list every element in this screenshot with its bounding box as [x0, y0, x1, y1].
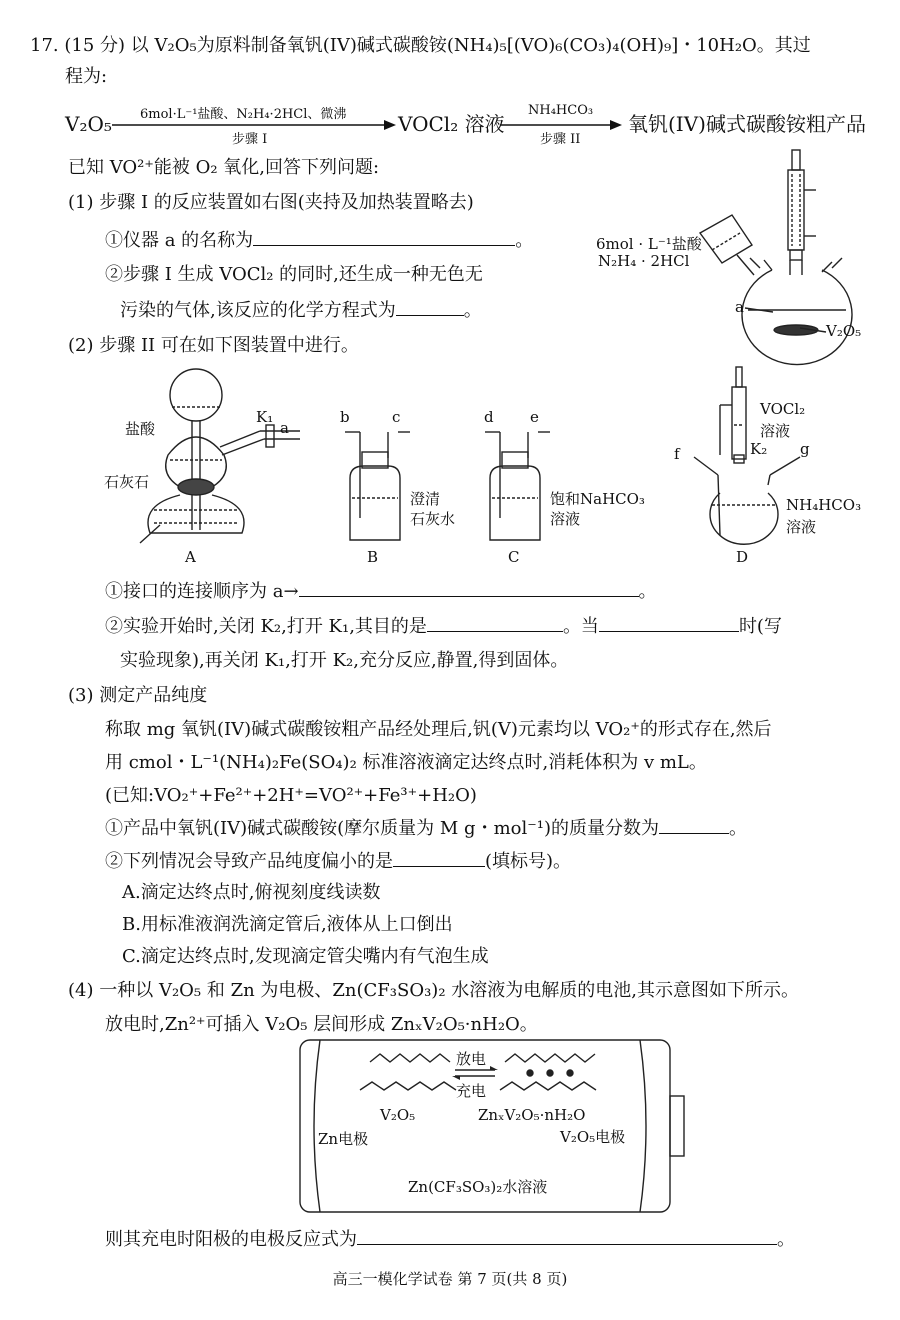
part3-title: (3) 测定产品纯度	[68, 685, 208, 706]
part1-q1: ①仪器 a 的名称为 。	[105, 227, 533, 254]
answer-blank-6[interactable]	[659, 815, 729, 834]
question-number: 17.	[30, 35, 59, 56]
battery-label-v2o5-electrode: V₂O₅电极	[560, 1128, 626, 1146]
part3-paragraph2: 用 cmol・L⁻¹(NH₄)₂Fe(SO₄)₂ 标准溶液滴定达终点时,消耗体积为 v mL。	[105, 752, 707, 773]
part2-q2-line2: 实验现象),再关闭 K₁,打开 K₂,充分反应,静置,得到固体。	[120, 650, 569, 671]
fig2-label-e: e	[530, 408, 539, 426]
fig2-label-c: c	[392, 408, 401, 426]
answer-blank-3[interactable]	[299, 578, 639, 597]
scheme-step2-reagent: NH₄HCO₃	[528, 103, 594, 118]
part2-title: (2) 步骤 II 可在如下图装置中进行。	[68, 335, 359, 356]
fig2-label-d: d	[484, 408, 494, 426]
fig2-label-hcl: 盐酸	[125, 420, 156, 438]
fig2-label-a: a	[280, 419, 289, 437]
scheme-start: V₂O₅	[65, 112, 112, 136]
fig2-label-limestone: 石灰石	[104, 473, 150, 491]
battery-label-charge: 充电	[456, 1082, 487, 1100]
fig2-label-k2: K₂	[750, 440, 768, 458]
fig1-reagent-n2h4: N₂H₄ · 2HCl	[598, 252, 690, 270]
fig2-label-limewater2: 石灰水	[410, 510, 456, 528]
answer-blank-2[interactable]	[396, 297, 464, 316]
fig2-label-nh4hco3-1: NH₄HCO₃	[786, 496, 862, 514]
battery-label-znv2o5: ZnₓV₂O₅·nH₂O	[478, 1106, 586, 1124]
part4-paragraph: 放电时,Zn²⁺可插入 V₂O₅ 层间形成 ZnₓV₂O₅·nH₂O。	[105, 1014, 538, 1035]
option-a[interactable]: A.滴定达终点时,俯视刻度线读数	[122, 882, 381, 903]
scheme-step1-label: 步骤 I	[232, 132, 268, 147]
battery-label-discharge: 放电	[456, 1050, 487, 1068]
fig2-label-vocl2-2: 溶液	[760, 422, 791, 440]
scheme-arrow-2	[500, 120, 625, 130]
answer-blank-1[interactable]	[253, 227, 515, 246]
part2-q1: ①接口的连接顺序为 a→ 。	[105, 578, 657, 605]
page-footer: 高三一模化学试卷 第 7 页(共 8 页)	[332, 1270, 568, 1288]
scheme-end: 氧钒(IV)碱式碳酸铵粗产品	[628, 112, 866, 136]
scheme-middle: VOCl₂ 溶液	[398, 112, 505, 136]
part3-known: (已知:VO₂⁺+Fe²⁺+2H⁺=VO²⁺+Fe³⁺+H₂O)	[105, 785, 477, 806]
option-c[interactable]: C.滴定达终点时,发现滴定管尖嘴内有气泡生成	[122, 946, 489, 967]
fig1-reagent-hcl: 6mol · L⁻¹盐酸	[596, 235, 702, 253]
question-intro-line2: 程为:	[65, 66, 108, 87]
part3-q1: ①产品中氧钒(IV)碱式碳酸铵(摩尔质量为 M g・mol⁻¹)的质量分数为 。	[105, 815, 747, 842]
fig2-label-nahco3-1: 饱和NaHCO₃	[550, 490, 645, 508]
fig1-label-a: a	[735, 298, 744, 316]
fig2-caption-b: B	[367, 548, 379, 566]
fig2-label-g: g	[800, 440, 810, 458]
fig2-label-f: f	[674, 445, 680, 463]
battery-label-electrolyte: Zn(CF₃SO₃)₂水溶液	[408, 1178, 548, 1196]
fig2-label-nahco3-2: 溶液	[550, 510, 581, 528]
battery-label-v2o5: V₂O₅	[380, 1106, 416, 1124]
option-b[interactable]: B.用标准液润洗滴定管后,液体从上口倒出	[122, 914, 453, 935]
fig2-caption-d: D	[736, 548, 749, 566]
part2-q2-line1: ②实验开始时,关闭 K₂,打开 K₁,其目的是 。当 时(写	[105, 613, 782, 640]
part3-paragraph1: 称取 mg 氧钒(IV)碱式碳酸铵粗产品经处理后,钒(V)元素均以 VO₂⁺的形式存在,然后	[105, 719, 772, 740]
scheme-step1-reagents: 6mol·L⁻¹盐酸、N₂H₄·2HCl、微沸	[140, 107, 347, 122]
fig2-label-limewater1: 澄清	[410, 490, 441, 508]
scheme-step2-label: 步骤 II	[540, 132, 581, 147]
answer-blank-5[interactable]	[599, 613, 739, 632]
question-score: (15 分)	[64, 35, 126, 56]
part1-q2-line2: 污染的气体,该反应的化学方程式为 。	[120, 297, 482, 324]
fig1-label-v2o5: V₂O₅	[826, 322, 862, 340]
fig2-label-nh4hco3-2: 溶液	[786, 518, 817, 536]
scheme-arrow-1	[112, 120, 397, 130]
fig2-caption-a: A	[185, 548, 196, 566]
fig2-caption-c: C	[508, 548, 520, 566]
part3-q2: ②下列情况会导致产品纯度偏小的是 (填标号)。	[105, 848, 571, 875]
question-intro-line1	[30, 33, 811, 59]
answer-blank-4[interactable]	[427, 613, 563, 632]
fig2-label-b: b	[340, 408, 350, 426]
part1-q2-line1: ②步骤 I 生成 VOCl₂ 的同时,还生成一种无色无	[105, 264, 483, 285]
known-statement: 已知 VO²⁺能被 O₂ 氧化,回答下列问题:	[68, 157, 380, 178]
part4-title: (4) 一种以 V₂O₅ 和 Zn 为电极、Zn(CF₃SO₃)₂ 水溶液为电解质的电池,其示意图如下所示。	[68, 980, 799, 1001]
part4-q: 则其充电时阳极的电极反应式为 。	[105, 1226, 795, 1253]
fig2-label-k1: K₁	[256, 408, 274, 426]
answer-blank-8[interactable]	[357, 1226, 777, 1245]
question-intro: 以 V₂O₅为原料制备氧钒(IV)碱式碳酸铵(NH₄)₅[(VO)₆(CO₃)₄(OH)₉]・10H₂O。其过	[130, 35, 811, 56]
fig2-label-vocl2-1: VOCl₂	[760, 400, 806, 418]
battery-label-zn-electrode: Zn电极	[318, 1130, 369, 1148]
part1-title: (1) 步骤 I 的反应装置如右图(夹持及加热装置略去)	[68, 192, 474, 213]
answer-blank-7[interactable]	[393, 848, 485, 867]
